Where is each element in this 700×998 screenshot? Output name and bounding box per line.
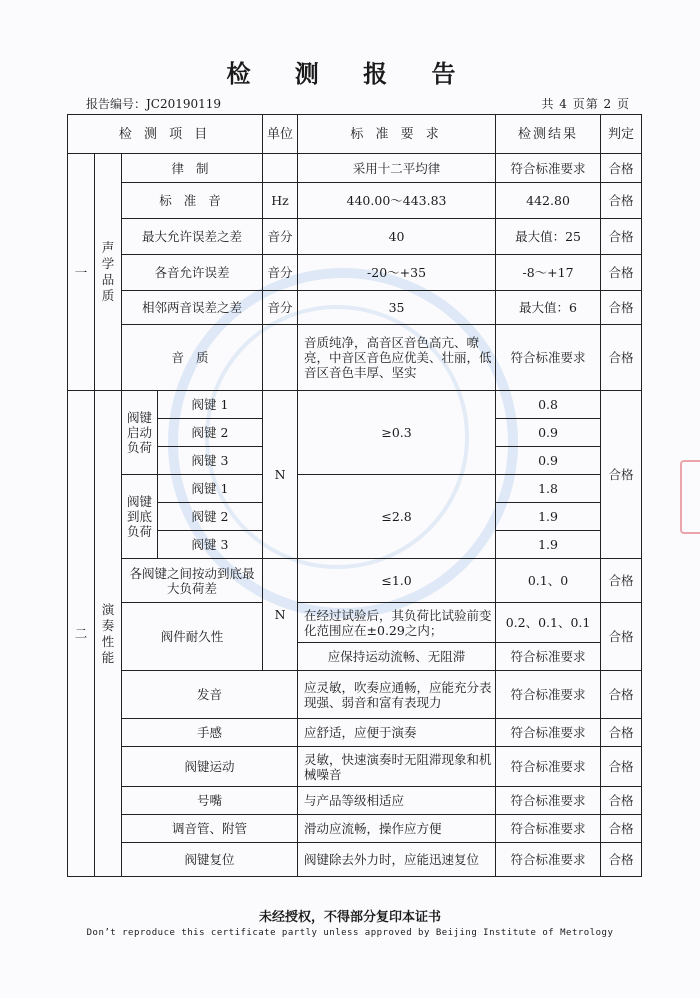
row-result: 符合标准要求 [496,325,601,391]
valve-verdict: 合格 [601,391,642,559]
row-result: 符合标准要求 [496,843,601,877]
row-result: 最大值：25 [496,219,601,255]
row-verdict: 合格 [601,154,642,183]
footer-note-en: Don’t reproduce this certificate partly unless approved by Beijing Institute of Metrology [86,928,614,938]
row-item: 音 质 [122,325,263,391]
row-req: 音质纯净，高音区音色高亢、嘹亮，中音区音色应优美、壮丽，低音区音色丰厚、坚实 [298,325,496,391]
row-result: 1.8 [496,475,601,503]
row-verdict: 合格 [601,815,642,843]
row-req: 采用十二平均律 [298,154,496,183]
row-verdict: 合格 [601,787,642,815]
page-title: 检 测 报 告 [226,60,474,88]
row-req: ≤1.0 [298,559,496,603]
table-row [68,154,642,183]
header-unit: 单位 [263,115,298,154]
row-unit: 音分 [263,291,298,325]
row-item: 号嘴 [122,787,298,815]
row-item: 标 准 音 [122,183,263,219]
table-row [68,671,642,719]
row-item: 律 制 [122,154,263,183]
valve-key: 阀键 2 [158,503,263,531]
row-req: -20～+35 [298,255,496,291]
row-verdict: 合格 [601,291,642,325]
valve-key: 阀键 1 [158,391,263,419]
page-count: 共 4 页第 2 页 [541,97,630,111]
row-verdict: 合格 [601,219,642,255]
section1-number: 一 [68,154,95,391]
row-result: 1.9 [496,503,601,531]
valve-start-group: 阀键启动负荷 [122,391,158,475]
row-req: 40 [298,219,496,255]
row-unit [263,325,298,391]
table-row [68,787,642,815]
row-result: 0.9 [496,419,601,447]
row-req: 滑动应流畅，操作应方便 [298,815,496,843]
table-row [68,391,642,419]
table-row [68,325,642,391]
row-unit: N [263,559,298,671]
valve-key: 阀键 3 [158,531,263,559]
row-req: 应舒适，应便于演奏 [298,719,496,747]
inspection-table [67,114,642,877]
row-req: 应灵敏，吹奏应通畅，应能充分表现强、弱音和富有表现力 [298,671,496,719]
valve-key: 阀键 1 [158,475,263,503]
row-verdict: 合格 [601,843,642,877]
row-verdict: 合格 [601,325,642,391]
row-item: 最大允许误差之差 [122,219,263,255]
table-row [68,603,642,643]
row-verdict: 合格 [601,671,642,719]
row-item: 相邻两音误差之差 [122,291,263,325]
table-row [68,719,642,747]
row-req: 灵敏，快速演奏时无阻滞现象和机械噪音 [298,747,496,787]
row-verdict: 合格 [601,719,642,747]
row-unit [263,154,298,183]
row-item: 各阀键之间按动到底最大负荷差 [122,559,263,603]
red-stamp [680,460,700,534]
row-verdict: 合格 [601,255,642,291]
row-verdict: 合格 [601,559,642,603]
valve-key: 阀键 3 [158,447,263,475]
header-item: 检 测 项 目 [68,115,263,154]
row-result: -8～+17 [496,255,601,291]
row-req: 应保持运动流畅、无阻滞 [298,643,496,671]
table-row [68,747,642,787]
row-item: 调音管、附管 [122,815,298,843]
row-item: 阀键复位 [122,843,298,877]
row-result: 符合标准要求 [496,154,601,183]
row-req: 在经过试验后，其负荷比试验前变化范围应在±0.29之内； [298,603,496,643]
valve-key: 阀键 2 [158,419,263,447]
row-item: 发音 [122,671,298,719]
row-item: 阀件耐久性 [122,603,263,671]
row-result: 0.1、0 [496,559,601,603]
header-result: 检测结果 [496,115,601,154]
row-verdict: 合格 [601,183,642,219]
row-verdict: 合格 [601,747,642,787]
row-result: 符合标准要求 [496,747,601,787]
table-row [68,255,642,291]
row-req: 与产品等级相适应 [298,787,496,815]
section2-name: 演奏性能 [95,391,122,877]
section1-name: 声学品质 [95,154,122,391]
section2-number: 二 [68,391,95,877]
table-row [68,219,642,255]
row-result: 0.2、0.1、0.1 [496,603,601,643]
valve-end-group: 阀键到底负荷 [122,475,158,559]
row-result: 442.80 [496,183,601,219]
table-row [68,843,642,877]
table-row [68,183,642,219]
row-req: 35 [298,291,496,325]
row-verdict: 合格 [601,603,642,671]
report-number: 报告编号：JC20190119 [86,97,222,111]
valve-req-start: ≥0.3 [298,391,496,475]
table-header-row [68,115,642,154]
row-result: 0.8 [496,391,601,419]
row-result: 符合标准要求 [496,815,601,843]
row-result: 符合标准要求 [496,671,601,719]
row-unit: 音分 [263,219,298,255]
row-unit: 音分 [263,255,298,291]
row-result: 符合标准要求 [496,719,601,747]
row-result: 符合标准要求 [496,643,601,671]
row-item: 手感 [122,719,298,747]
table-row [68,475,642,503]
row-result: 0.9 [496,447,601,475]
row-result: 符合标准要求 [496,787,601,815]
row-result: 1.9 [496,531,601,559]
header-requirement: 标 准 要 求 [298,115,496,154]
table-row [68,815,642,843]
footer-note-cn: 未经授权，不得部分复印本证书 [258,910,441,925]
row-unit: Hz [263,183,298,219]
valve-unit: N [263,391,298,559]
row-req: 阀键除去外力时，应能迅速复位 [298,843,496,877]
table-row [68,559,642,603]
row-result: 最大值：6 [496,291,601,325]
row-req: 440.00～443.83 [298,183,496,219]
valve-req-end: ≤2.8 [298,475,496,559]
header-verdict: 判定 [601,115,642,154]
table-row [68,291,642,325]
row-item: 各音允许误差 [122,255,263,291]
row-item: 阀键运动 [122,747,298,787]
